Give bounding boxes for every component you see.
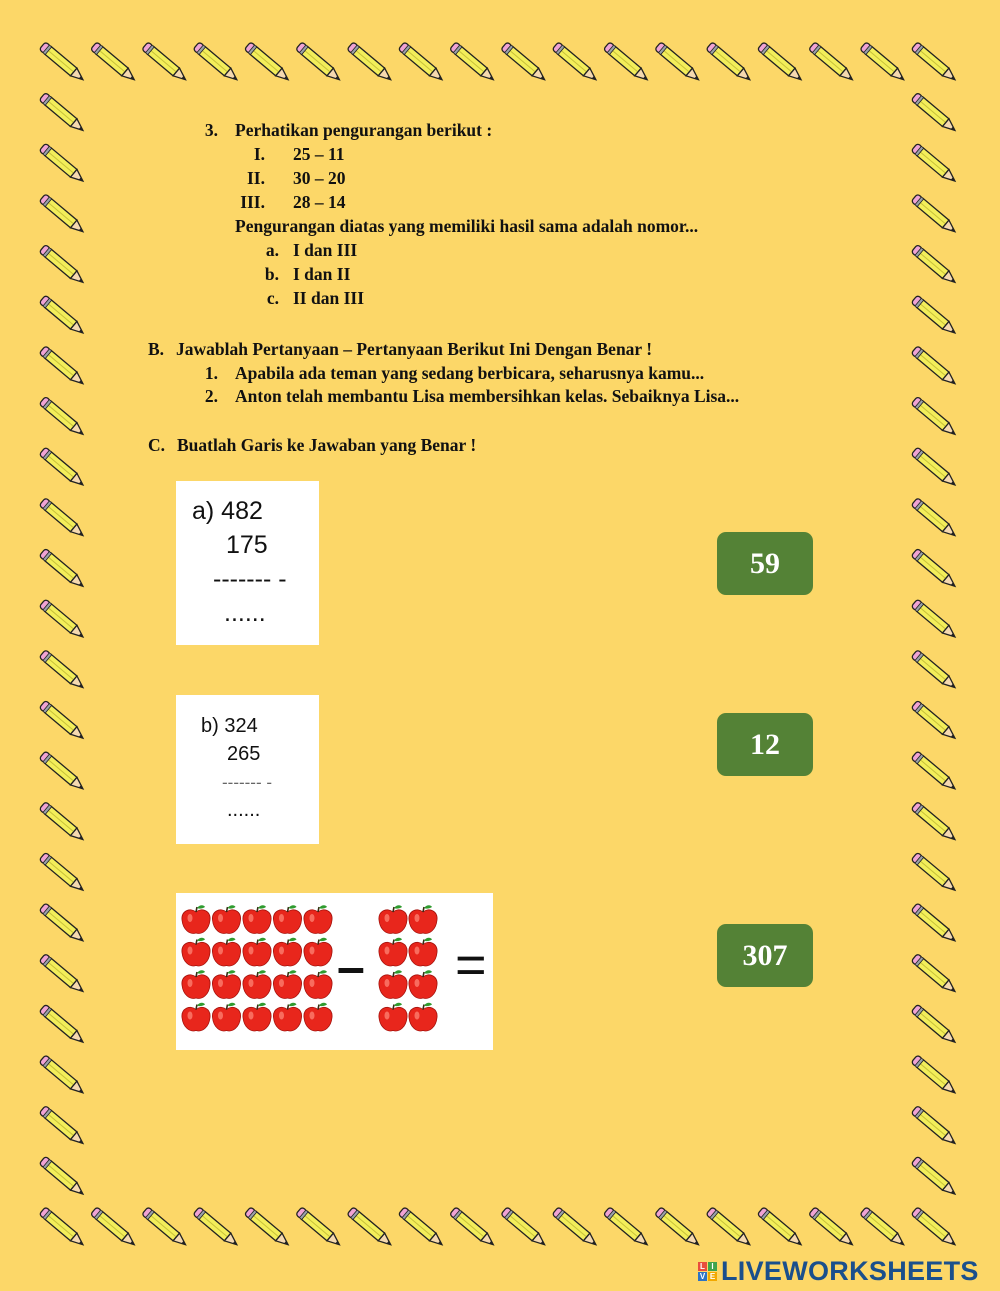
roman-numeral: I.: [253, 144, 265, 164]
pencil-icon: [449, 1207, 496, 1249]
pencil-icon: [603, 1207, 650, 1249]
question-number: 3.: [204, 120, 218, 140]
answer-box-59[interactable]: 59: [717, 532, 813, 595]
problem-line: ------- -: [213, 565, 287, 593]
problem-b-card[interactable]: [176, 695, 319, 844]
pencil-icon: [398, 42, 445, 84]
apple-icon: [212, 970, 240, 998]
pencil-icon: [193, 1207, 240, 1249]
pencil-icon: [911, 1156, 958, 1198]
pencil-icon: [911, 802, 958, 844]
pencil-icon: [706, 1207, 753, 1249]
pencil-icon: [244, 42, 291, 84]
subtraction-expression: 25 – 11: [293, 144, 345, 164]
pencil-icon: [398, 1207, 445, 1249]
pencil-icon: [911, 1004, 958, 1046]
pencil-icon: [142, 42, 189, 84]
question-text: Apabila ada teman yang sedang berbicara, seharusnya kamu...: [235, 363, 705, 383]
pencil-icon: [911, 700, 958, 742]
option-text[interactable]: I dan III: [293, 240, 358, 260]
pencil-icon: [244, 1207, 291, 1249]
pencil-icon: [449, 42, 496, 84]
pencil-icon: [911, 852, 958, 894]
pencil-icon: [193, 42, 240, 84]
option-letter: c.: [266, 288, 279, 308]
pencil-icon: [296, 1207, 343, 1249]
pencil-icon: [296, 42, 343, 84]
pencil-icon: [39, 1207, 86, 1249]
pencil-icon: [911, 599, 958, 641]
apple-icon: [182, 970, 210, 998]
section-letter: B.: [148, 339, 165, 359]
pencil-icon: [911, 346, 958, 388]
apple-icon: [304, 905, 332, 933]
pencil-icon: [911, 447, 958, 489]
pencil-icon: [39, 92, 86, 134]
option-letter: a.: [265, 240, 279, 260]
apple-icon: [409, 938, 437, 966]
apple-subtraction-picture: [176, 893, 493, 1050]
pencil-icon: [911, 498, 958, 540]
pencil-icon: [39, 852, 86, 894]
pencil-icon: [911, 650, 958, 692]
liveworksheets-brand: LIVEWORKSHEETS: [721, 1255, 979, 1286]
apple-icon: [304, 1003, 332, 1031]
pencil-icon: [809, 1207, 856, 1249]
pencil-icon: [655, 42, 702, 84]
apple-icon: [212, 905, 240, 933]
pencil-icon: [39, 194, 86, 236]
pencil-icon: [39, 1156, 86, 1198]
pencil-icon: [655, 1207, 702, 1249]
pencil-icon: [39, 498, 86, 540]
problem-c-card[interactable]: [176, 893, 493, 1050]
problem-line: ------- -: [222, 773, 273, 792]
apple-icon: [182, 905, 210, 933]
pencil-icon: [911, 1055, 958, 1097]
pencil-icon: [552, 42, 599, 84]
pencil-icon: [39, 1106, 86, 1148]
pencil-icon: [757, 42, 804, 84]
logo-letter: I: [708, 1262, 717, 1271]
pencil-icon: [39, 751, 86, 793]
pencil-icon: [911, 143, 958, 185]
pencil-icon: [501, 42, 548, 84]
pencil-icon: [603, 42, 650, 84]
pencil-icon: [39, 954, 86, 996]
question-number: 2.: [204, 386, 218, 406]
pencil-icon: [552, 1207, 599, 1249]
section-title: Jawablah Pertanyaan – Pertanyaan Berikut Ini Dengan Benar !: [176, 339, 653, 359]
pencil-icon: [39, 548, 86, 590]
pencil-icon: [39, 447, 86, 489]
option-text[interactable]: II dan III: [293, 288, 365, 308]
question-number: 1.: [204, 363, 218, 383]
pencil-icon: [90, 42, 137, 84]
roman-numeral: III.: [240, 192, 265, 212]
pencil-icon: [911, 194, 958, 236]
pencil-icon: [39, 1004, 86, 1046]
pencil-icon: [706, 42, 753, 84]
apple-icon: [304, 938, 332, 966]
pencil-icon: [911, 396, 958, 438]
pencil-icon: [347, 42, 394, 84]
pencil-icon: [39, 599, 86, 641]
apple-icon: [243, 1003, 271, 1031]
apple-icon: [273, 1003, 301, 1031]
apple-icon: [273, 938, 301, 966]
section-letter: C.: [148, 435, 166, 455]
pencil-icon: [911, 903, 958, 945]
apple-icon: [379, 938, 407, 966]
pencil-icon: [860, 42, 907, 84]
answer-box-307[interactable]: 307: [717, 924, 813, 987]
problem-line: 175: [226, 531, 268, 559]
apple-icon: [304, 970, 332, 998]
subtraction-expression: 28 – 14: [293, 192, 346, 212]
pencil-icon: [39, 650, 86, 692]
pencil-icon: [757, 1207, 804, 1249]
apple-icon: [182, 938, 210, 966]
problem-a-card[interactable]: [176, 481, 319, 645]
apple-icon: [409, 1003, 437, 1031]
pencil-icon: [39, 346, 86, 388]
pencil-icon: [911, 92, 958, 134]
question-text: Anton telah membantu Lisa membersihkan kelas. Sebaiknya Lisa...: [235, 386, 740, 406]
logo-letter: E: [709, 1271, 716, 1281]
pencil-icon: [39, 396, 86, 438]
apple-icon: [273, 970, 301, 998]
pencil-icon: [142, 1207, 189, 1249]
pencil-icon: [911, 1106, 958, 1148]
pencil-icon: [911, 42, 958, 84]
apple-icon: [212, 1003, 240, 1031]
answer-box-12[interactable]: 12: [717, 713, 813, 776]
pencil-icon: [860, 1207, 907, 1249]
pencil-icon: [39, 700, 86, 742]
equals-sign: =: [455, 935, 487, 995]
apple-icon: [409, 970, 437, 998]
pencil-icon: [501, 1207, 548, 1249]
roman-numeral: II.: [247, 168, 265, 188]
apple-icon: [273, 905, 301, 933]
pencil-icon: [809, 42, 856, 84]
apple-icon: [212, 938, 240, 966]
apple-icon: [379, 905, 407, 933]
pencil-icon: [911, 751, 958, 793]
question-prompt: Perhatikan pengurangan berikut :: [235, 120, 493, 140]
pencil-icon: [911, 954, 958, 996]
liveworksheets-logo[interactable]: [698, 1254, 979, 1288]
pencil-icon: [90, 1207, 137, 1249]
problem-line: a) 482: [192, 497, 263, 525]
apple-icon: [182, 1003, 210, 1031]
apple-icon: [409, 905, 437, 933]
pencil-icon: [911, 548, 958, 590]
pencil-icon: [39, 143, 86, 185]
option-letter: b.: [264, 264, 279, 284]
pencil-icon: [39, 802, 86, 844]
pencil-icon: [39, 295, 86, 337]
section-title: Buatlah Garis ke Jawaban yang Benar !: [177, 435, 477, 455]
problem-line: ......: [224, 599, 266, 627]
problem-line: b) 324: [201, 715, 258, 737]
problem-line: ......: [227, 799, 261, 821]
logo-letter: V: [699, 1271, 706, 1281]
pencil-icon: [911, 244, 958, 286]
apple-icon: [243, 905, 271, 933]
apple-icon: [243, 938, 271, 966]
liveworksheets-logo-icon: [698, 1262, 717, 1281]
pencil-icon: [911, 295, 958, 337]
apple-icon: [243, 970, 271, 998]
pencil-icon: [39, 903, 86, 945]
subtraction-expression: 30 – 20: [293, 168, 346, 188]
pencil-icon: [39, 244, 86, 286]
apple-icon: [379, 970, 407, 998]
logo-letter: L: [698, 1262, 707, 1271]
pencil-icon: [39, 42, 86, 84]
problem-line: 265: [227, 743, 261, 765]
pencil-icon: [911, 1207, 958, 1249]
minus-sign: –: [337, 939, 365, 995]
question-text: Pengurangan diatas yang memiliki hasil sama adalah nomor...: [235, 216, 699, 236]
pencil-icon: [347, 1207, 394, 1249]
apple-icon: [379, 1003, 407, 1031]
pencil-icon: [39, 1055, 86, 1097]
option-text[interactable]: I dan II: [293, 264, 351, 284]
